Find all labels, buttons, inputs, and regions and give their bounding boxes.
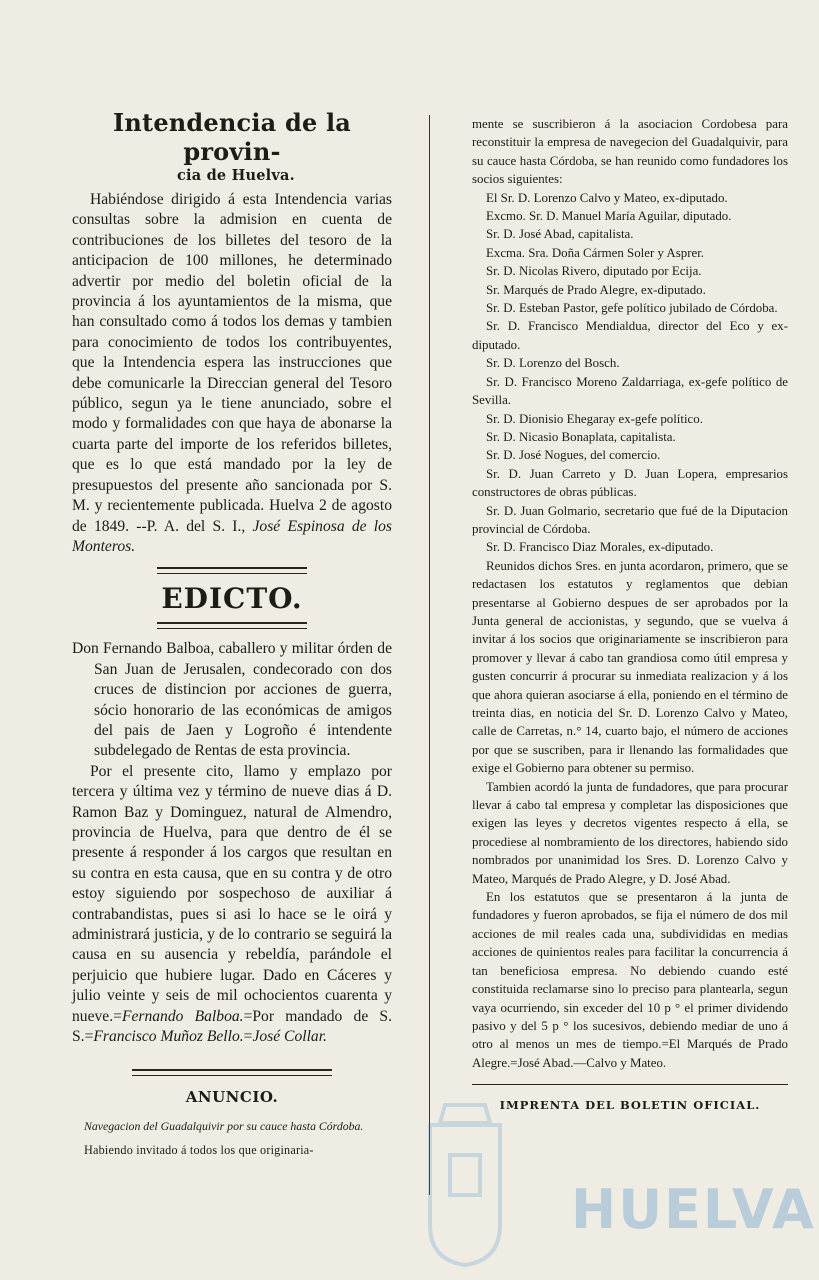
founder-item: Sr. D. Francisco Diaz Morales, ex-diputado. [486,540,714,555]
founder-item: Sr. D. Nicasio Bonaplata, capitalista. [486,429,676,444]
founder-item: Sr. D. José Nogues, del comercio. [486,448,661,463]
estatutos-paragraph: En los estatutos que se presentaron á la junta de fundadores y fueron aprobados, se fija el número de dos mil acciones de mil reales cada una, subdivididas en medias acciones de quinientos reales para facilitar la concurrencia á tan beneficiosa empresa. No debiendo cuando esté constituida reclamarse sino lo preciso para plantearla, segun vaya ocurriendo, sin exceder del 10 p ° el primer dividendo pasivo y del 5 p ° los sucesivos, debiendo mediar de uno á otro al menos un mes de tiempo.=El Marqués de Prado Alegre.=José Abad.—Calvo y Mateo. [472,890,788,1070]
edicto-signature-balboa: Fernando Balboa. [121,1007,244,1025]
navegacion-title: Navegacion del Guadalquivir por su cauce hasta Córdoba. [84,1119,364,1134]
edicto-signature-collar: José Collar. [252,1028,327,1046]
edicto-paragraph-1: Don Fernando Balboa, caballero y militar órden de San Juan de Jerusalen, condecorado con dos cruces de distincion por acciones de guerra, sócio honorario de las económicas de amigos del pais de Jaen y Logroño é intendente subdelegado de Rentas de esta provincia. [72,640,392,760]
founder-item: Excmo. Sr. D. Manuel María Aguilar, diputado. [486,209,732,224]
reunidos-paragraph: Reunidos dichos Sres. en junta acordaron, primero, que se redactasen los estatutos y reglamentos que debian presentarse al Gobierno despues de ser aprobados por la Junta general de accionistas, y segundo, que se vuelva á invitar á los socios que originariamente se inscribieron para promover y llevar á cabo tan grandiosa como útil empresa y gusten concurrir á procurar su inmediata realizacion y á los que ahora quieran asociarse á ella, poniendo en el término de treinta dias, en noticia del Sr. D. Lorenzo Calvo y Mateo, calle de Carretas, n.° 14, cuarto bajo, el número de acciones por que se suscriben, para ir llenando las formalidades que exige el Gobierno para obtener su permiso. [472,558,788,776]
right-column [472,115,788,1112]
anuncio-intro: mente se suscribieron á la asociacion Cordobesa para reconstituir la empresa de navegecion del Guadalquivir, para su cauce hasta Córdoba, se han reunido como fundadores los socios siguientes: [472,117,788,187]
intendencia-text: Habiéndose dirigido á esta Intendencia varias consultas sobre la admision en cuenta de contribuciones de los billetes del tesoro de la anticipacion de 100 millones, he determinado advertir por medio del boletin oficial de la provincia á los ayuntamientos de la misma, que han consultado como á todos los demas y tambien para conocimiento de todos los contribuyentes, que la Intendencia espera las instrucciones que debe comunicarle la Direccian general del Tesoro público, segun ya le tiene anunciado, sobre el modo y formalidades con que haya de abonarse la cuarta parte del importe de los referidos billetes, que es lo que está mandado por la ley de presupuestos del presente año sancionada por S. M. y recientemente publicada. Huelva 2 de agosto de 1849. --P. A. del S. I., [72,191,392,535]
founder-item: Sr. D. Francisco Mendialdua, director del Eco y ex-diputado. [472,319,788,352]
founders-list [472,189,788,557]
column-rule [429,115,430,1195]
edicto-separator: = [243,1028,253,1046]
divider [157,622,307,629]
edicto-body: Por el presente cito, llamo y emplazo por tercera y última vez y término de nueve dias á D. Ramon Baz y Dominguez, natural de Almendro, provincia de Huelva, para que dentro de él se presente á responder á los cargos que resultan en su contra en esta causa, que en su contra y de otro estoy siguiendo por sospechoso de auxiliar á contrabandistas, pues si asi lo hace se le oirá y administrará justicia, y de lo contrario se seguirá la causa en su ausencia y rebeldía, parándole el perjuicio que hubiere lugar. Dado en Cáceres y julio veinte y seis de mil ochocientos cuarenta y nueve.= [72,762,392,1025]
founder-item: Sr. D. Esteban Pastor, gefe político jubilado de Córdoba. [486,301,778,316]
divider [132,1069,332,1076]
edicto-title: EDICTO. [161,582,303,616]
founder-item: Sr. D. Nicolas Rivero, diputado por Ecija. [486,264,702,279]
edicto-paragraph-2 [72,762,392,1048]
watermark-text: HUELVA [571,1178,816,1241]
intendencia-heading-cont: cia de Huelva. [177,167,295,184]
founder-item: Sr. D. Juan Golmario, secretario que fué de la Diputacion provincial de Córdoba. [472,503,788,536]
founder-item: El Sr. D. Lorenzo Calvo y Mateo, ex-diputado. [486,190,728,205]
anuncio-start: Habiendo invitado á todos los que originaria- [84,1143,314,1158]
edicto-mandate: =Por mandado de S. S.= [72,1007,392,1046]
founder-item: Sr. D. Juan Carreto y D. Juan Lopera, empresarios constructores de obras públicas. [472,466,788,500]
tambien-paragraph: Tambien acordó la junta de fundadores, que para procurar llevar á cabo tal empresa y completar las disposiciones que exigen las leyes y decretos vigentes respecto á ella, se procediese al nombramiento de los directores, habiendo sido nombrados por unanimidad los Sres. D. Lorenzo Calvo y Mateo, Marqués de Prado Alegre, y D. José Abad. [472,779,788,886]
founder-item: Excma. Sra. Doña Cármen Soler y Asprer. [486,245,705,260]
founder-item: Sr. D. Dionisio Ehegaray ex-gefe político. [486,411,703,426]
left-column [72,108,392,1159]
intendencia-heading: Intendencia de la provin- [112,108,352,166]
founder-item: Sr. D. José Abad, capitalista. [486,227,634,242]
edicto-signature-munoz: Francisco Muñoz Bello. [93,1028,244,1046]
intendencia-signature: José Espinosa de los Monteros. [72,517,392,555]
intendencia-notice [72,190,392,557]
founder-item: Sr. D. Lorenzo del Bosch. [486,356,620,371]
founder-item: Sr. D. Francisco Moreno Zaldarriaga, ex-gefe político de Sevilla. [472,374,788,408]
founder-item: Sr. Marqués de Prado Alegre, ex-diputado. [486,282,706,297]
anuncio-title: ANUNCIO. [185,1088,279,1107]
imprenta-footer: IMPRENTA DEL BOLETIN OFICIAL. [499,1098,761,1113]
divider [157,567,307,574]
